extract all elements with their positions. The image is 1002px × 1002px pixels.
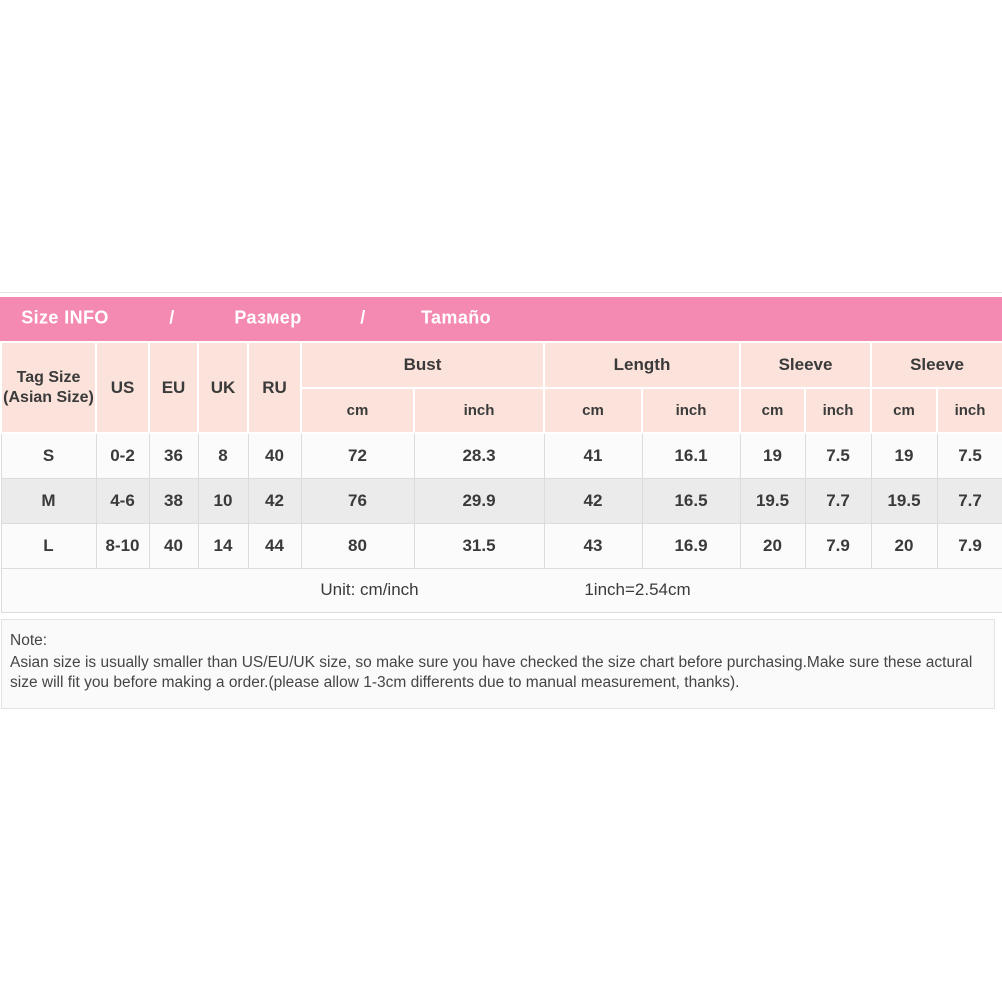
corner-header-line1: Tag Size	[16, 369, 81, 387]
table-cell: 10	[198, 478, 248, 523]
note-title: Note:	[10, 631, 48, 649]
table-cell: 80	[301, 523, 414, 568]
table-cell: 19	[871, 433, 937, 478]
top-divider	[0, 292, 1002, 293]
title-separator: /	[169, 307, 175, 328]
table-cell: 14	[198, 523, 248, 568]
table-cell: 44	[248, 523, 301, 568]
table-cell: 8-10	[96, 523, 149, 568]
table-cell: 36	[149, 433, 198, 478]
unit-subheader-sleeve2-inch: inch	[937, 388, 1002, 433]
size-row-m	[1, 478, 1002, 523]
unit-subheader-sleeve1-cm: cm	[740, 388, 805, 433]
unit-subheader-length-cm: cm	[544, 388, 642, 433]
column-header-us: US	[96, 342, 149, 433]
corner-header-tag-size	[1, 342, 96, 433]
inch-conversion-label: 1inch=2.54cm	[584, 580, 691, 599]
unit-subheader-length-inch: inch	[642, 388, 740, 433]
group-header-bust: Bust	[301, 342, 544, 388]
table-cell: 19	[740, 433, 805, 478]
table-cell: 41	[544, 433, 642, 478]
table-cell: 72	[301, 433, 414, 478]
note-body: Asian size is usually smaller than US/EU/UK size, so make sure you have checked the size chart before purchasing.Make sure these actural size will fit you before making a order.(please allow 1-3cm differents due to manual measurement, thanks).	[10, 653, 973, 692]
column-header-uk: UK	[198, 342, 248, 433]
size-label-cell: L	[1, 523, 96, 568]
unit-footer-row	[1, 568, 1002, 612]
note-box	[1, 619, 995, 709]
size-table	[0, 341, 1002, 613]
size-row-l	[1, 523, 1002, 568]
table-cell: 38	[149, 478, 198, 523]
table-cell: 7.7	[937, 478, 1002, 523]
title-segment-size-info: Size INFO	[21, 307, 109, 328]
table-cell: 4-6	[96, 478, 149, 523]
table-cell: 20	[740, 523, 805, 568]
corner-header-line2: (Asian Size)	[3, 388, 94, 406]
size-label-cell: S	[1, 433, 96, 478]
table-cell: 7.5	[805, 433, 871, 478]
group-header-length: Length	[544, 342, 740, 388]
table-cell: 42	[544, 478, 642, 523]
table-cell: 76	[301, 478, 414, 523]
group-header-sleeve-2: Sleeve	[871, 342, 1002, 388]
size-row-s	[1, 433, 1002, 478]
unit-footer-cell	[1, 568, 1002, 612]
title-segment-razmer: Размер	[234, 307, 302, 328]
table-cell: 43	[544, 523, 642, 568]
table-cell: 19.5	[740, 478, 805, 523]
table-cell: 31.5	[414, 523, 544, 568]
size-label-cell: M	[1, 478, 96, 523]
unit-subheader-sleeve2-cm: cm	[871, 388, 937, 433]
unit-label: Unit: cm/inch	[320, 580, 419, 599]
table-cell: 16.1	[642, 433, 740, 478]
column-header-ru: RU	[248, 342, 301, 433]
unit-subheader-bust-inch: inch	[414, 388, 544, 433]
size-chart-block	[0, 292, 1002, 709]
table-cell: 20	[871, 523, 937, 568]
table-cell: 7.5	[937, 433, 1002, 478]
group-header-sleeve-1: Sleeve	[740, 342, 871, 388]
table-cell: 7.9	[937, 523, 1002, 568]
table-cell: 29.9	[414, 478, 544, 523]
table-cell: 42	[248, 478, 301, 523]
table-cell: 16.9	[642, 523, 740, 568]
table-cell: 16.5	[642, 478, 740, 523]
column-header-eu: EU	[149, 342, 198, 433]
unit-subheader-bust-cm: cm	[301, 388, 414, 433]
title-segment-tamano: Tamaño	[420, 307, 492, 328]
header-group-row	[1, 342, 1002, 388]
table-cell: 28.3	[414, 433, 544, 478]
table-cell: 8	[198, 433, 248, 478]
size-chart-title-bar	[0, 297, 1002, 341]
table-cell: 7.9	[805, 523, 871, 568]
table-cell: 0-2	[96, 433, 149, 478]
unit-subheader-sleeve1-inch: inch	[805, 388, 871, 433]
table-cell: 40	[149, 523, 198, 568]
title-separator: /	[360, 307, 366, 328]
table-cell: 19.5	[871, 478, 937, 523]
table-cell: 40	[248, 433, 301, 478]
table-cell: 7.7	[805, 478, 871, 523]
